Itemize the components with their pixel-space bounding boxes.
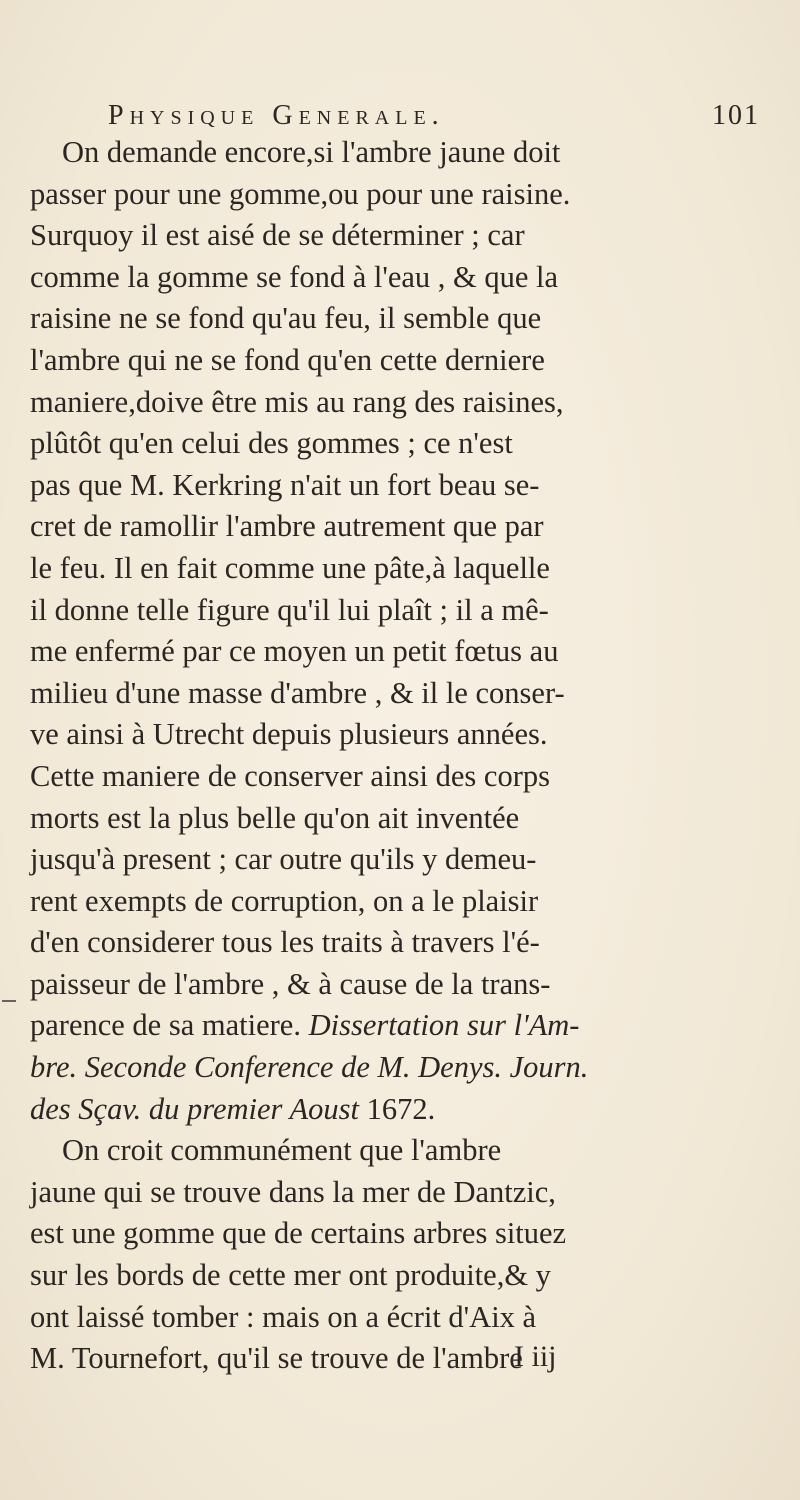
line-text: jaune qui se trouve dans la mer de Dantzic, <box>30 1174 556 1209</box>
running-head: Physique Generale. <box>108 100 445 131</box>
citation-text: Dissertation sur l'Am- <box>308 1008 580 1043</box>
text-line <box>30 1213 712 1255</box>
text-line <box>30 1172 712 1214</box>
line-text: l'ambre qui ne se fond qu'en cette derniere <box>30 342 545 377</box>
line-text: me enfermé par ce moyen un petit fœtus au <box>30 634 559 669</box>
line-text: il donne telle figure qu'il lui plaît ; il a mê- <box>30 592 549 627</box>
text-line <box>30 1005 712 1047</box>
text-line <box>30 1130 712 1172</box>
text-line <box>30 465 712 507</box>
line-text: maniere,doive être mis au rang des raisines, <box>30 384 564 419</box>
text-line <box>30 298 712 340</box>
line-text: paisseur de l'ambre , & à cause de la trans- <box>30 966 551 1001</box>
line-text: parence de sa matiere. <box>30 1008 301 1043</box>
line-text: plûtôt qu'en celui des gommes ; ce n'est <box>30 426 513 461</box>
text-line <box>30 714 712 756</box>
text-line <box>30 756 712 798</box>
line-text: Surquoy il est aisé de se déterminer ; car <box>30 218 525 253</box>
text-line <box>30 881 712 923</box>
text-line <box>30 1297 712 1339</box>
text-line <box>30 423 712 465</box>
text-line <box>30 964 712 1006</box>
line-text: On croit communément que l'ambre <box>62 1133 502 1168</box>
line-text: M. Tournefort, qu'il se trouve de l'ambre <box>30 1341 523 1376</box>
line-text: d'en considerer tous les traits à travers l'é- <box>30 925 540 960</box>
line-text: morts est la plus belle qu'on ait inventée <box>30 800 520 835</box>
text-line <box>30 1089 712 1131</box>
page-number: 101 <box>712 100 760 131</box>
citation-date: 1672. <box>366 1091 436 1126</box>
text-line <box>30 215 712 257</box>
text-line <box>30 132 712 174</box>
text-line <box>30 590 712 632</box>
line-text: On demande encore,si l'ambre jaune doit <box>62 135 561 169</box>
text-line <box>30 506 712 548</box>
line-text: pas que M. Kerkring n'ait un fort beau se- <box>30 467 540 502</box>
text-line <box>30 1338 712 1380</box>
line-text: passer pour une gomme,ou pour une raisine. <box>30 176 571 211</box>
line-text: Cette maniere de conserver ainsi des corps <box>30 758 550 793</box>
line-text: rent exempts de corruption, on a le plaisir <box>30 883 539 918</box>
text-line <box>30 257 712 299</box>
body-text <box>30 132 712 1380</box>
line-text: ve ainsi à Utrecht depuis plusieurs années. <box>30 717 548 752</box>
line-text: jusqu'à present ; car outre qu'ils y demeu- <box>30 842 537 877</box>
signature-mark: I iij <box>514 1340 557 1373</box>
text-line <box>30 174 712 216</box>
line-text: comme la gomme se fond à l'eau , & que la <box>30 259 559 294</box>
text-line <box>30 548 712 590</box>
line-text: sur les bords de cette mer ont produite,& y <box>30 1258 551 1293</box>
text-line <box>30 673 712 715</box>
line-text: est une gomme que de certains arbres situez <box>30 1216 567 1251</box>
text-line <box>30 1047 712 1089</box>
text-line <box>30 340 712 382</box>
line-text: cret de ramollir l'ambre autrement que par <box>30 509 544 544</box>
line-text: ont laissé tomber : mais on a écrit d'Aix à <box>30 1299 537 1334</box>
text-line <box>30 382 712 424</box>
text-line <box>30 798 712 840</box>
text-line <box>30 1255 712 1297</box>
line-text: raisine ne se fond qu'au feu, il semble que <box>30 301 542 336</box>
citation-text: des Sçav. du premier Aoust <box>30 1091 359 1126</box>
citation-text: bre. Seconde Conference de M. Denys. Journ. <box>30 1050 589 1085</box>
line-text: milieu d'une masse d'ambre , & il le conser- <box>30 675 565 710</box>
text-line <box>30 839 712 881</box>
text-line <box>30 922 712 964</box>
text-line <box>30 631 712 673</box>
line-text: le feu. Il en fait comme une pâte,à laquelle <box>30 550 550 585</box>
margin-dash <box>2 1000 16 1002</box>
